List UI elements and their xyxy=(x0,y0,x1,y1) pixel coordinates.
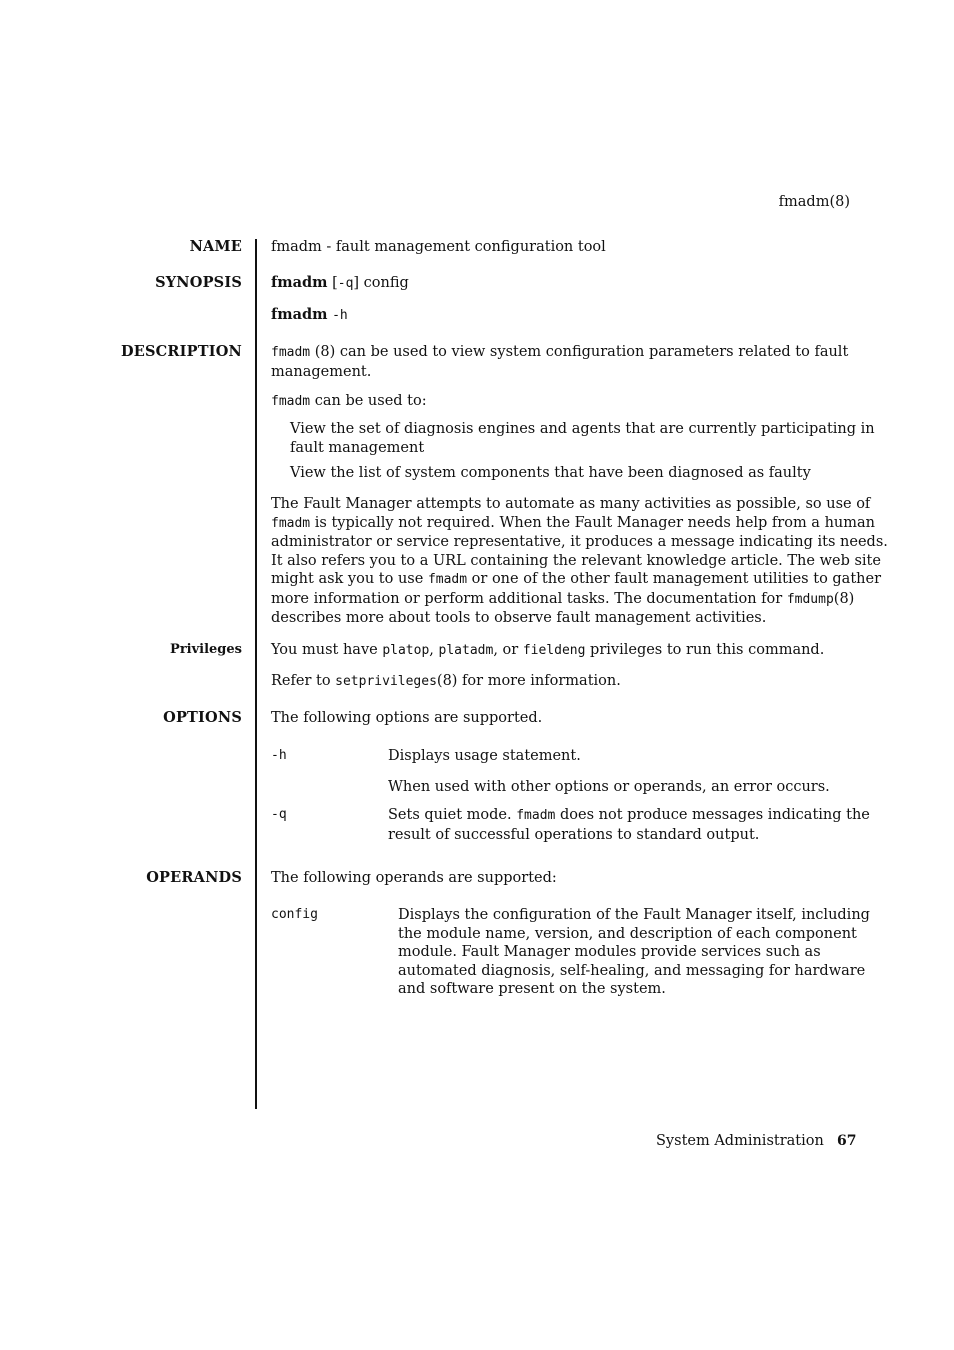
synopsis-flag: -h xyxy=(332,308,348,323)
description-text: might ask you to use xyxy=(271,571,428,587)
operand-text: and software present on the system. xyxy=(398,981,666,997)
section-heading-description: DESCRIPTION xyxy=(120,343,242,360)
page-number: 67 xyxy=(837,1133,857,1149)
privileges-paragraph-1 xyxy=(271,641,824,661)
section-divider-rule xyxy=(255,239,257,1109)
description-text: can be used to: xyxy=(310,393,427,409)
code-fmadm: fmadm xyxy=(271,394,311,409)
description-text: or one of the other fault management utilities to gather xyxy=(467,571,882,587)
operands-intro: The following operands are supported: xyxy=(271,870,557,886)
privileges-paragraph-2 xyxy=(271,672,621,692)
option-text: result of successful operations to standard output. xyxy=(388,826,760,843)
code-platadm: platadm xyxy=(438,643,494,658)
description-text: The Fault Manager attempts to automate as many activities as possible, so use of xyxy=(271,496,871,512)
description-text: more information or perform additional tasks. The documentation for xyxy=(271,590,787,607)
synopsis-text: [ xyxy=(327,275,338,291)
option-description-q xyxy=(388,806,870,844)
privileges-text: privileges to run this command. xyxy=(585,642,825,658)
name-description: fmadm - fault management configuration tool xyxy=(271,239,606,255)
option-key-q: -q xyxy=(271,807,287,822)
description-paragraph-2 xyxy=(271,392,427,412)
synopsis-flag: -q xyxy=(337,276,354,291)
description-list-item xyxy=(290,464,811,483)
option-description-h xyxy=(388,747,581,766)
synopsis-line-2 xyxy=(271,306,348,326)
section-heading-name: NAME xyxy=(189,238,242,255)
option-text: Sets quiet mode. xyxy=(388,807,517,823)
description-list-item xyxy=(290,420,875,457)
privileges-text: Refer to xyxy=(271,673,336,689)
list-item-text: View the list of system components that have been diagnosed as faulty xyxy=(290,465,811,481)
privileges-text: You must have xyxy=(271,642,383,658)
options-intro: The following options are supported. xyxy=(271,710,543,726)
subsection-heading-privileges: Privileges xyxy=(170,642,242,657)
code-platop: platop xyxy=(382,643,430,658)
description-paragraph-1 xyxy=(271,343,848,381)
synopsis-command: fmadm xyxy=(271,274,328,291)
operand-text: the module name, version, and description of each component xyxy=(398,925,857,942)
list-item-text: View the set of diagnosis engines and agents that are currently participating in xyxy=(290,421,875,437)
footer-title: System Administration xyxy=(656,1133,824,1149)
code-setprivileges: setprivileges xyxy=(335,674,437,689)
operand-text: automated diagnosis, self-healing, and messaging for hardware xyxy=(398,962,866,979)
option-text: does not produce messages indicating the xyxy=(555,807,870,823)
option-description-h-note xyxy=(388,778,830,797)
code-fieldeng: fieldeng xyxy=(522,643,586,658)
privileges-text: , xyxy=(429,642,439,658)
description-paragraph-3 xyxy=(271,495,888,628)
code-fmadm: fmadm xyxy=(516,808,556,823)
section-heading-operands: OPERANDS xyxy=(146,869,242,886)
code-fmadm: fmadm xyxy=(271,515,311,531)
code-fmadm: fmadm xyxy=(427,572,468,587)
section-heading-synopsis: SYNOPSIS xyxy=(155,274,242,291)
option-text: When used with other options or operands, an error occurs. xyxy=(388,779,830,795)
option-key-h: -h xyxy=(271,748,287,763)
description-text: is typically not required. When the Fault Manager needs help from a human xyxy=(310,514,875,531)
option-text: Displays usage statement. xyxy=(388,748,581,764)
section-heading-options: OPTIONS xyxy=(163,709,242,726)
synopsis-command: fmadm xyxy=(271,306,328,323)
description-text: It also refers you to a URL containing the relevant knowledge article. The web site xyxy=(271,552,881,569)
operand-key-config: config xyxy=(271,907,318,922)
synopsis-text: ] config xyxy=(353,275,409,291)
description-text: (8) can be used to view system configuration parameters related to fault xyxy=(310,344,849,360)
list-item-text: fault management xyxy=(290,439,425,456)
privileges-text: (8) for more information. xyxy=(436,673,621,689)
description-text: management. xyxy=(271,363,372,380)
code-fmdump: fmdump xyxy=(786,591,834,607)
operand-text: Displays the configuration of the Fault Manager itself, including xyxy=(398,907,870,923)
description-text: describes more about tools to observe fault management activities. xyxy=(271,610,767,626)
privileges-text: , or xyxy=(493,642,523,658)
synopsis-line-1 xyxy=(271,274,409,294)
operand-text: module. Fault Manager modules provide services such as xyxy=(398,944,821,960)
code-fmadm: fmadm xyxy=(271,345,311,360)
description-text: (8) xyxy=(833,590,855,607)
description-text: administrator or service representative, it produces a message indicating its needs. xyxy=(271,534,888,550)
operand-description-config xyxy=(398,906,870,999)
running-head: fmadm(8) xyxy=(778,194,850,210)
